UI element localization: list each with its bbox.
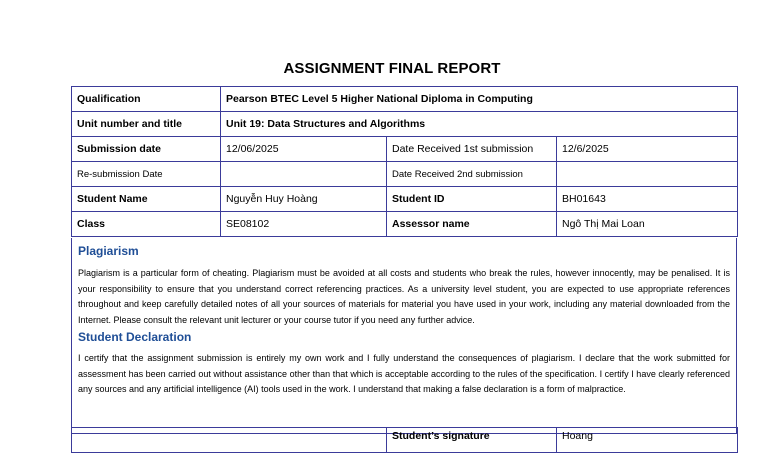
table-row: [72, 112, 738, 137]
declaration-text: I certify that the assignment submission is entirely my own work and I fully understand the consequences of plagiarism. I declare that the work submitted for assessment has been carried out without assistance other than that which is acceptable according to the rules of the specification. I certify I have clearly referenced any sources and any artificial intelligence (AI) tools used in the work. I understand that making a false declaration is a form of malpractice.: [78, 353, 730, 394]
assessor-label: Assessor name: [387, 212, 557, 237]
first-received-label: Date Received 1st submission: [387, 137, 557, 162]
table-row: [72, 162, 738, 187]
table-row: [72, 187, 738, 212]
table-row: [72, 212, 738, 237]
student-name-label: Student Name: [72, 187, 221, 212]
assessor-value: Ngô Thị Mai Loan: [557, 212, 738, 237]
student-id-label: Student ID: [387, 187, 557, 212]
student-name-value: Nguyễn Huy Hoàng: [221, 187, 387, 212]
submission-date-value: 12/06/2025: [221, 137, 387, 162]
submission-date-label: Submission date: [72, 137, 221, 162]
page-title: ASSIGNMENT FINAL REPORT: [283, 60, 501, 77]
table-row: [72, 428, 738, 453]
class-label: Class: [72, 212, 221, 237]
signature-value: Hoang: [557, 428, 738, 453]
unit-label: Unit number and title: [72, 112, 221, 137]
report-info-table: [71, 86, 738, 237]
second-received-label: Date Received 2nd submission: [387, 162, 557, 187]
resubmission-date-label: Re-submission Date: [72, 162, 221, 187]
second-received-value: [557, 162, 738, 187]
qualification-value: Pearson BTEC Level 5 Higher National Diploma in Computing: [221, 87, 738, 112]
resubmission-date-value: [221, 162, 387, 187]
student-id-value: BH01643: [557, 187, 738, 212]
unit-value: Unit 19: Data Structures and Algorithms: [221, 112, 738, 137]
plagiarism-heading: Plagiarism: [78, 244, 139, 258]
declaration-heading: Student Declaration: [78, 330, 192, 344]
table-row: [72, 87, 738, 112]
signature-blank: [72, 428, 387, 453]
table-row: [72, 137, 738, 162]
qualification-label: Qualification: [72, 87, 221, 112]
signature-table: [71, 427, 738, 453]
class-value: SE08102: [221, 212, 387, 237]
first-received-value: 12/6/2025: [557, 137, 738, 162]
signature-label: Student’s signature: [387, 428, 557, 453]
plagiarism-text: Plagiarism is a particular form of cheating. Plagiarism must be avoided at all costs and students who break the rules, however innocently, may be penalised. It is your responsibility to ensure that you understand correct referencing practices. As a university level student, you are expected to use appropriate references throughout and keep carefully detailed notes of all your sources of materials for material you have used in your work, including any material downloaded from the Internet. Please consult the relevant unit lecturer or your course tutor if you need any further advice.: [78, 268, 730, 325]
